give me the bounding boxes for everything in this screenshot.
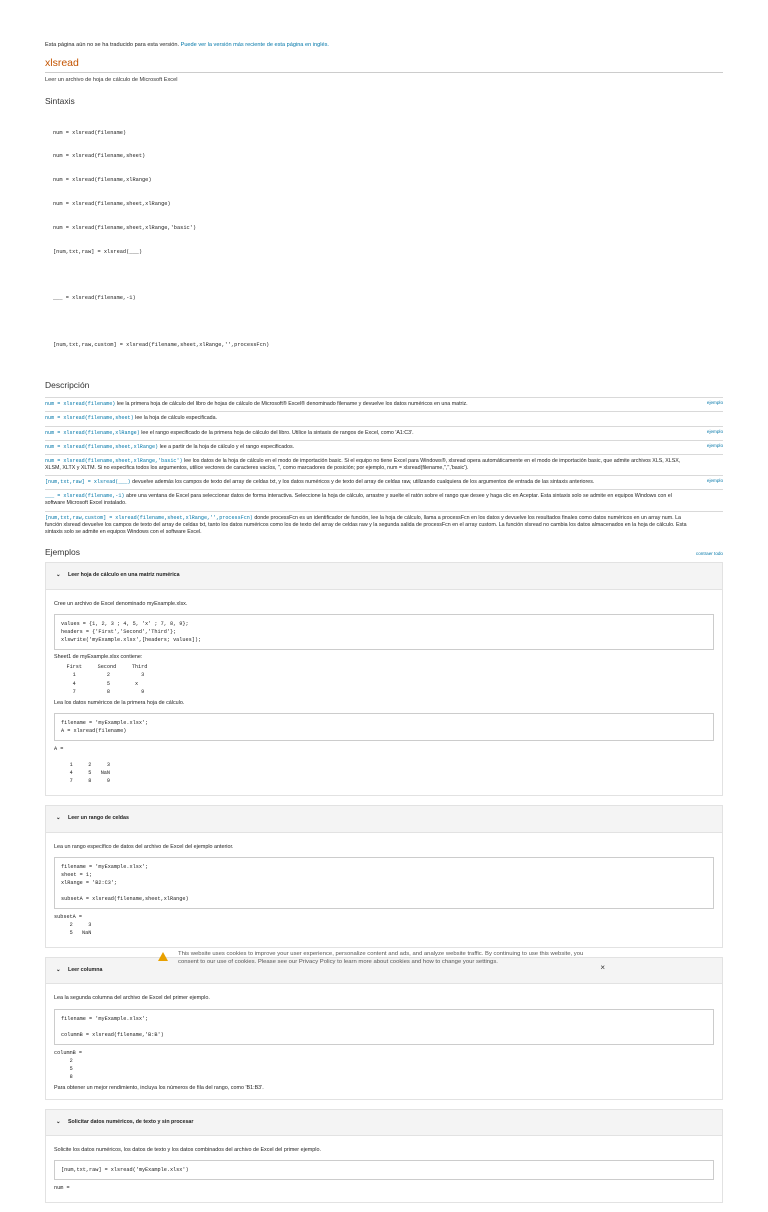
example-3-intro: Lea la segunda columna del archivo de Excel del primer ejemplo. (54, 995, 210, 1002)
example-4-output: num = (54, 1185, 70, 1191)
example-4-toggle[interactable] (46, 1110, 722, 1136)
syntax-heading: Sintaxis (45, 96, 75, 107)
example-4-intro: Solicite los datos numéricos, los datos de texto y los datos combinados del archivo de Excel del primer ejemplo. (54, 1146, 321, 1153)
example-1 (45, 562, 723, 796)
syntax-line: num = xlsread(filename,sheet) (53, 153, 146, 160)
description-syntax: ___ = xlsread(filename,-1) (45, 493, 125, 500)
translation-notice (45, 42, 723, 50)
syntax-line: [num,txt,raw] = xlsread(___) (53, 248, 143, 255)
example-1-read-text: Lea los datos numéricos de la primera hoja de cálculo. (54, 699, 185, 706)
page-title: xlsread (45, 56, 723, 73)
example-link[interactable]: ejemplo (706, 400, 723, 406)
description-syntax: num = xlsread(filename,xlRange) (45, 429, 140, 436)
chevron-down-icon: ⌄ (56, 1118, 61, 1125)
description-text: lee a partir de la hoja de cálculo y el rango especificados. (159, 443, 295, 450)
description-item (45, 489, 723, 510)
english-version-link[interactable]: Puede ver la versión más reciente de esta página en inglés. (180, 42, 329, 48)
description-heading: Descripción (45, 379, 90, 390)
description-text: donde processFcn es un identificador de función, lee la hoja de cálculo, llama a processFcn en los datos y devuelve los resultados finales como datos numéricos en un array num. La función xlsread devuelve los campos de texto del array de celdas txt, tanto los datos numéricos como los de texto del array de celdas raw y la segunda salida de processFcn en el array custom. La función xlsread no cambia los datos almacenados en la hoja de cálculo. Esta sintaxis solo se admite en equipos Windows con el software Excel. (45, 514, 687, 535)
description-text: lee el rango especificado de la primera hoja de cálculo del libro. Utilice la sintaxis de rangos de Excel, como 'A1:C3'. (141, 429, 414, 436)
description-syntax: num = xlsread(filename) (45, 401, 116, 408)
example-link[interactable]: ejemplo (706, 428, 723, 434)
example-3 (45, 957, 723, 1099)
example-1-sheet-table: First Second Third 1 2 3 4 5 x 7 8 9 (66, 664, 148, 695)
example-1-toggle[interactable] (46, 563, 722, 589)
description-text: abre una ventana de Excel para seleccionar datos de forma interactiva. Seleccione la hoja de cálculo, arrastre y suelte el ratón sobre el rango que desee y haga clic en Aceptar. Esta sintaxis solo se admite en equipos Windows con el software Microsoft Excel instalado. (45, 493, 672, 507)
example-3-title: Leer columna (68, 967, 103, 974)
description-item (45, 511, 723, 539)
syntax-line: ___ = xlsread(filename,-1) (53, 295, 136, 302)
example-3-tip: Para obtener un mejor rendimiento, incluya los números de fila del rango, como 'B1:B3'. (54, 1085, 264, 1092)
example-1-contains: Sheet1 de myExample.xlsx contiene: (54, 654, 143, 661)
example-2-code: filename = 'myExample.xlsx'; sheet = 1; xlRange = 'B2:C3'; subsetA = xlsread(filename,sheet,xlRange) (54, 857, 714, 909)
description-text: lee la hoja de cálculo especificada. (135, 415, 218, 422)
syntax-block (45, 114, 723, 366)
description-syntax: num = xlsread(filename,sheet,xlRange,'basic') (45, 457, 183, 464)
description-syntax: [num,txt,raw,custom] = xlsread(filename,sheet,xlRange,'',processFcn) (45, 514, 253, 521)
syntax-line: [num,txt,raw,custom] = xlsread(filename,sheet,xlRange,'',processFcn) (53, 342, 270, 349)
description-item (45, 411, 723, 425)
example-2 (45, 805, 723, 948)
warning-icon (158, 952, 168, 961)
description-item (45, 397, 723, 411)
description-item (45, 426, 723, 440)
example-link[interactable]: ejemplo (706, 478, 723, 484)
description-list (45, 397, 723, 539)
example-4 (45, 1109, 723, 1204)
syntax-line: num = xlsread(filename,sheet,xlRange,'basic') (53, 224, 197, 231)
example-4-title: Solicitar datos numéricos, de texto y sin procesar (68, 1118, 194, 1125)
syntax-line: num = xlsread(filename,xlRange) (53, 177, 152, 184)
description-text: devuelve además los campos de texto del array de celdas txt, y los datos numéricos y de texto del array de celdas raw, utilizando cualquiera de los argumentos de entrada de las sintaxis anteriores. (132, 479, 595, 486)
example-2-toggle[interactable] (46, 806, 722, 832)
example-1-code-2: filename = 'myExample.xlsx'; A = xlsread(filename) (54, 713, 714, 741)
example-1-code: values = {1, 2, 3 ; 4, 5, 'x' ; 7, 8, 9}; headers = {'First','Second','Third'}; xlswrite('myExample.xlsx',[headers; values]); (54, 614, 714, 650)
notice-text: Esta página aún no se ha traducido para esta versión. (45, 42, 180, 48)
example-2-intro: Lea un rango específico de datos del archivo de Excel del ejemplo anterior. (54, 843, 234, 850)
purpose-line: Leer un archivo de hoja de cálculo de Microsoft Excel (45, 76, 178, 83)
chevron-down-icon: ⌄ (56, 815, 61, 822)
example-2-output: subsetA = 2 3 5 NaN (54, 914, 92, 937)
example-1-output: A = 1 2 3 4 5 NaN 7 8 9 (54, 746, 111, 785)
description-text: lee la primera hoja de cálculo del libro de hojas de cálculo de Microsoft® Excel® denominado filename y devuelve los datos numéricos en una matriz. (116, 401, 468, 408)
example-4-code: [num,txt,raw] = xlsread('myExample.xlsx') (54, 1160, 714, 1180)
description-text: lee los datos de la hoja de cálculo en el modo de importación basic. Si el equipo no tiene Excel para Windows®, xlsread opera automáticamente en el modo de importación basic, que admite archivos XLS, XLSX, XLSM, XLTX y XLTM. Si no especifica todos los argumentos, utilice vectores de caracteres vacíos, '', como marcadores de posición; por ejemplo, num = xlsread(filename,'','','basic'). (45, 457, 681, 472)
description-item (45, 454, 723, 475)
example-2-title: Leer un rango de celdas (68, 815, 129, 822)
example-3-output: columnB = 2 5 8 (54, 1049, 83, 1081)
chevron-down-icon: ⌄ (56, 967, 61, 974)
examples-heading: Ejemplos (45, 547, 80, 558)
collapse-all-link[interactable]: contraer todo (695, 551, 723, 557)
example-link[interactable]: ejemplo (706, 442, 723, 448)
description-syntax: num = xlsread(filename,sheet,xlRange) (45, 443, 159, 450)
example-1-title: Leer hoja de cálculo en una matriz numérica (68, 572, 180, 579)
description-syntax: [num,txt,raw] = xlsread(___) (45, 479, 131, 486)
close-icon[interactable]: × (600, 963, 605, 972)
syntax-line: num = xlsread(filename,sheet,xlRange) (53, 201, 171, 208)
description-item (45, 475, 723, 489)
cookie-banner (160, 950, 605, 972)
example-1-intro: Cree un archivo de Excel denominado myExample.xlsx. (54, 600, 188, 607)
example-3-code: filename = 'myExample.xlsx'; columnB = xlsread(filename,'B:B') (54, 1009, 714, 1045)
description-syntax: num = xlsread(filename,sheet) (45, 415, 134, 422)
syntax-line: num = xlsread(filename) (53, 129, 127, 136)
chevron-down-icon: ⌄ (56, 572, 61, 579)
cookie-text: This website uses cookies to improve your user experience, personalize content and ads, and analyze website traffic. By continuing to use this website, you consent to our use of cookies. Please see our Privacy Policy to learn more about cookies and how to change your settings. (178, 951, 584, 966)
description-item (45, 440, 723, 454)
doc-page (45, 42, 723, 1212)
